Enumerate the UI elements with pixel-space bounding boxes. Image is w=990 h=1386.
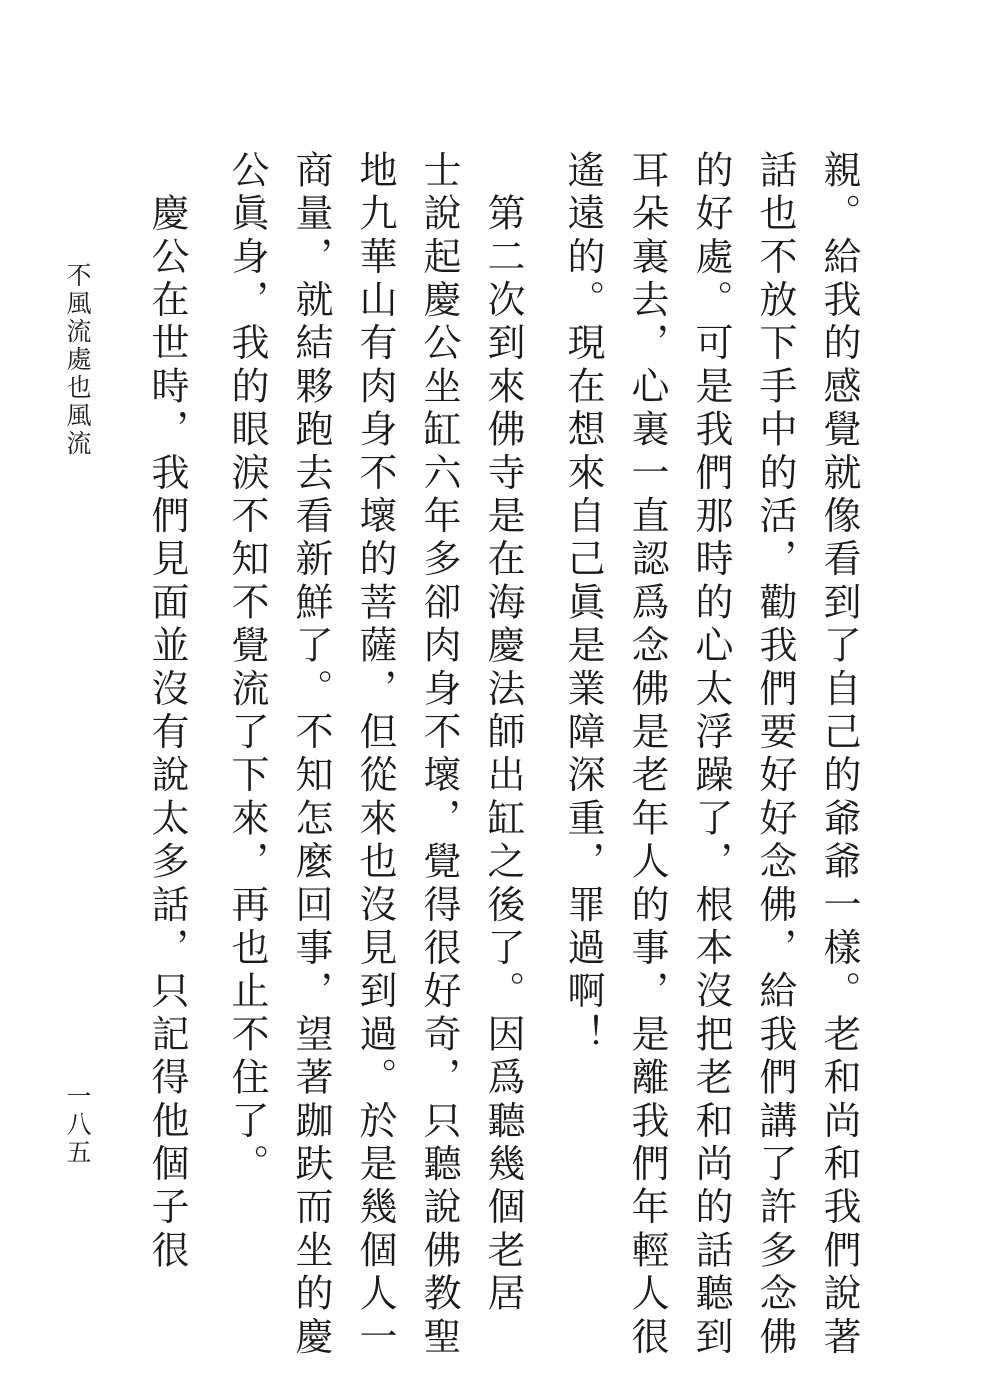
text-column: 公眞身，我的眼淚不知不覺流了下來，再也止不住了。 xyxy=(225,150,269,1187)
page-number: 一八五 xyxy=(63,1083,92,1167)
text-column: 的好處。可是我們那時的心太浮躁了，根本沒把老和尚的話聽到 xyxy=(689,150,733,1360)
text-column: 士說起慶公坐缸六年多卻肉身不壞，覺得很好奇，只聽說佛教聖 xyxy=(417,150,461,1360)
text-column: 慶公在世時，我們見面並沒有說太多話，只記得他個子很 xyxy=(145,150,189,1274)
text-column: 商量，就結夥跑去看新鮮了。不知怎麼回事，望著跏趺而坐的慶 xyxy=(289,150,333,1360)
text-column: 耳朵裏去，心裏一直認爲念佛是老年人的事，是離我們年輕人很 xyxy=(625,150,669,1360)
text-column: 話也不放下手中的活，勸我們要好好念佛，給我們講了許多念佛 xyxy=(753,150,797,1360)
running-title: 不風流處也風流 xyxy=(63,262,92,458)
text-column: 地九華山有肉身不壞的菩薩，但從來也沒見到過。於是幾個人一 xyxy=(353,150,397,1360)
text-column: 親。給我的感覺就像看到了自己的爺爺一樣。老和尚和我們說著 xyxy=(817,150,861,1360)
text-column: 遙遠的。現在想來自己眞是業障深重，罪過啊！ xyxy=(561,150,605,1058)
text-column: 第二次到來佛寺是在海慶法師出缸之後了。因爲聽幾個老居 xyxy=(481,150,525,1317)
